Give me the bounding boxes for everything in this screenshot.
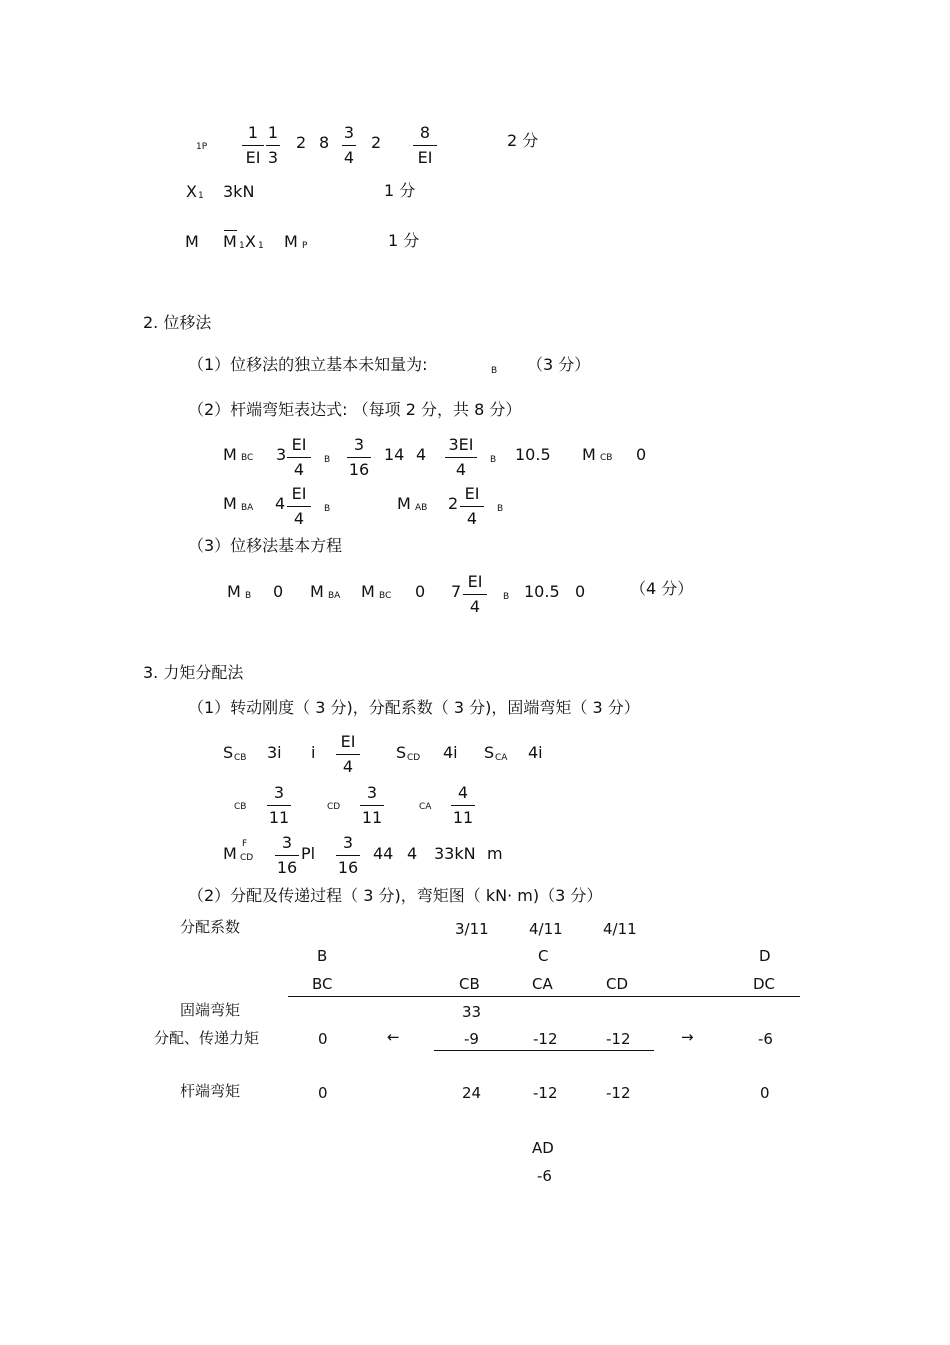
row-label-fem: 固端弯矩 <box>180 1001 241 1019</box>
x1-sub: 1 <box>198 191 204 201</box>
mbc-4: 4 <box>416 445 427 464</box>
section-3-item-2: （2）分配及传递过程（ 3 分)，弯矩图（ kN· m)（3 分） <box>188 886 603 905</box>
m-score: 1 分 <box>388 231 420 250</box>
dist-cb: -9 <box>464 1030 479 1048</box>
mu-ca-sub: CA <box>419 802 432 812</box>
eq-theta-b: B <box>503 592 510 602</box>
eq-score: （4 分） <box>630 579 694 598</box>
final-dc: 0 <box>760 1084 770 1102</box>
eq-mba: M <box>310 582 324 601</box>
end-cd: CD <box>606 975 629 993</box>
s-ca-value: 4i <box>528 743 543 762</box>
eq-zero-2: 0 <box>415 582 426 601</box>
m-p: M <box>284 232 298 251</box>
fem-sup: F <box>242 839 248 849</box>
m-x: X <box>245 232 256 251</box>
eq-m-sub: B <box>245 591 252 601</box>
mba-theta-b: B <box>324 504 331 514</box>
row-label-coef: 分配系数 <box>180 918 241 936</box>
mbc-m: M <box>223 445 237 464</box>
node-d: D <box>759 947 771 965</box>
m-x-sub: 1 <box>258 241 264 251</box>
mbc-theta-b-2: B <box>490 455 497 465</box>
mab-coef: 2 <box>448 494 459 513</box>
row-label-dist: 分配、传递力矩 <box>154 1029 260 1047</box>
delta-factor-8: 8 <box>319 133 330 152</box>
eq-zero-3: 0 <box>575 582 586 601</box>
final-bc: 0 <box>318 1084 328 1102</box>
delta-factor-2: 2 <box>296 133 307 152</box>
mbc-theta-b: B <box>324 455 331 465</box>
fem-m: M <box>223 844 237 863</box>
section-2-item-1-score: （3 分） <box>527 355 591 374</box>
delta-factor-2b: 2 <box>371 133 382 152</box>
fem-sub: CD <box>240 853 254 863</box>
mu-cd-sub: CD <box>327 802 341 812</box>
table-header-rule <box>288 996 800 997</box>
m-lhs: M <box>185 232 199 251</box>
section-2-item-2: （2）杆端弯矩表达式: （每项 2 分，共 8 分） <box>188 400 522 419</box>
distribution-rule <box>434 1050 654 1051</box>
eq-mba-sub: BA <box>328 591 341 601</box>
final-cb: 24 <box>462 1084 482 1102</box>
delta-score: 2 分 <box>507 131 539 150</box>
fem-44: 44 <box>373 844 394 863</box>
eq-mbc: M <box>361 582 375 601</box>
mab-sub: AB <box>415 503 428 513</box>
eq-zero-1: 0 <box>273 582 284 601</box>
section-2-item-1: （1）位移法的独立基本未知量为: <box>188 355 428 374</box>
mbc-sub: BC <box>241 453 254 463</box>
m-bar-sub: 1 <box>239 241 245 251</box>
m-bar: M <box>223 232 237 251</box>
s-cd: S <box>396 743 407 762</box>
fem-pl: Pl <box>301 844 316 863</box>
coef-cb: 3/11 <box>455 920 489 938</box>
mba-m: M <box>223 494 237 513</box>
fem-unit: m <box>487 844 503 863</box>
dist-dc: -6 <box>758 1030 773 1048</box>
eq-m: M <box>227 582 241 601</box>
node-b: B <box>317 947 328 965</box>
fem-cb-value: 33 <box>462 1003 482 1021</box>
eq-coef-7: 7 <box>451 582 462 601</box>
end-cb: CB <box>459 975 480 993</box>
end-ca: CA <box>532 975 553 993</box>
m-p-sub: P <box>302 241 308 251</box>
carry-arrow-right: → <box>681 1028 694 1046</box>
s-cb-value: 3i <box>267 743 282 762</box>
coef-ca: 4/11 <box>529 920 563 938</box>
node-c: C <box>538 947 549 965</box>
dist-cd: -12 <box>606 1030 631 1048</box>
end-bc: BC <box>312 975 333 993</box>
s-cb: S <box>223 743 234 762</box>
stiff-i: i <box>311 743 316 762</box>
row-label-final: 杆端弯矩 <box>180 1082 241 1100</box>
s-cd-sub: CD <box>407 753 421 763</box>
mu-cb-sub: CB <box>234 802 247 812</box>
mbc-14: 14 <box>384 445 405 464</box>
fem-4: 4 <box>407 844 418 863</box>
section-2-item-3: （3）位移法基本方程 <box>188 536 343 555</box>
mba-coef: 4 <box>275 494 286 513</box>
s-ca: S <box>484 743 495 762</box>
section-2-item-1-sub: B <box>491 366 498 376</box>
x1-lhs: X <box>186 182 197 201</box>
fem-result: 33kN <box>434 844 476 863</box>
s-cd-value: 4i <box>443 743 458 762</box>
end-dc: DC <box>753 975 776 993</box>
mbc-coef: 3 <box>276 445 287 464</box>
ad-label: AD <box>532 1139 554 1157</box>
section-3-heading: 3. 力矩分配法 <box>143 663 244 682</box>
mab-m: M <box>397 494 411 513</box>
coef-cd: 4/11 <box>603 920 637 938</box>
final-ca: -12 <box>533 1084 558 1102</box>
section-3-item-1: （1）转动刚度（ 3 分)，分配系数（ 3 分)，固端弯矩（ 3 分） <box>188 698 640 717</box>
x1-score: 1 分 <box>384 181 416 200</box>
final-cd: -12 <box>606 1084 631 1102</box>
dist-bc: 0 <box>318 1030 328 1048</box>
dist-ca: -12 <box>533 1030 558 1048</box>
mcb-m: M <box>582 445 596 464</box>
x1-value: 3kN <box>223 182 255 201</box>
eq-mbc-sub: BC <box>379 591 392 601</box>
mcb-sub: CB <box>600 453 613 463</box>
delta-subscript: 1P <box>196 142 208 152</box>
mab-theta-b: B <box>497 504 504 514</box>
carry-arrow-left: ← <box>387 1028 400 1046</box>
ad-value: -6 <box>537 1167 552 1185</box>
section-2-heading: 2. 位移法 <box>143 313 212 332</box>
s-ca-sub: CA <box>495 753 508 763</box>
mcb-value: 0 <box>636 445 647 464</box>
mbc-10-5: 10.5 <box>515 445 551 464</box>
s-cb-sub: CB <box>234 753 247 763</box>
eq-10-5: 10.5 <box>524 582 560 601</box>
mba-sub: BA <box>241 503 254 513</box>
